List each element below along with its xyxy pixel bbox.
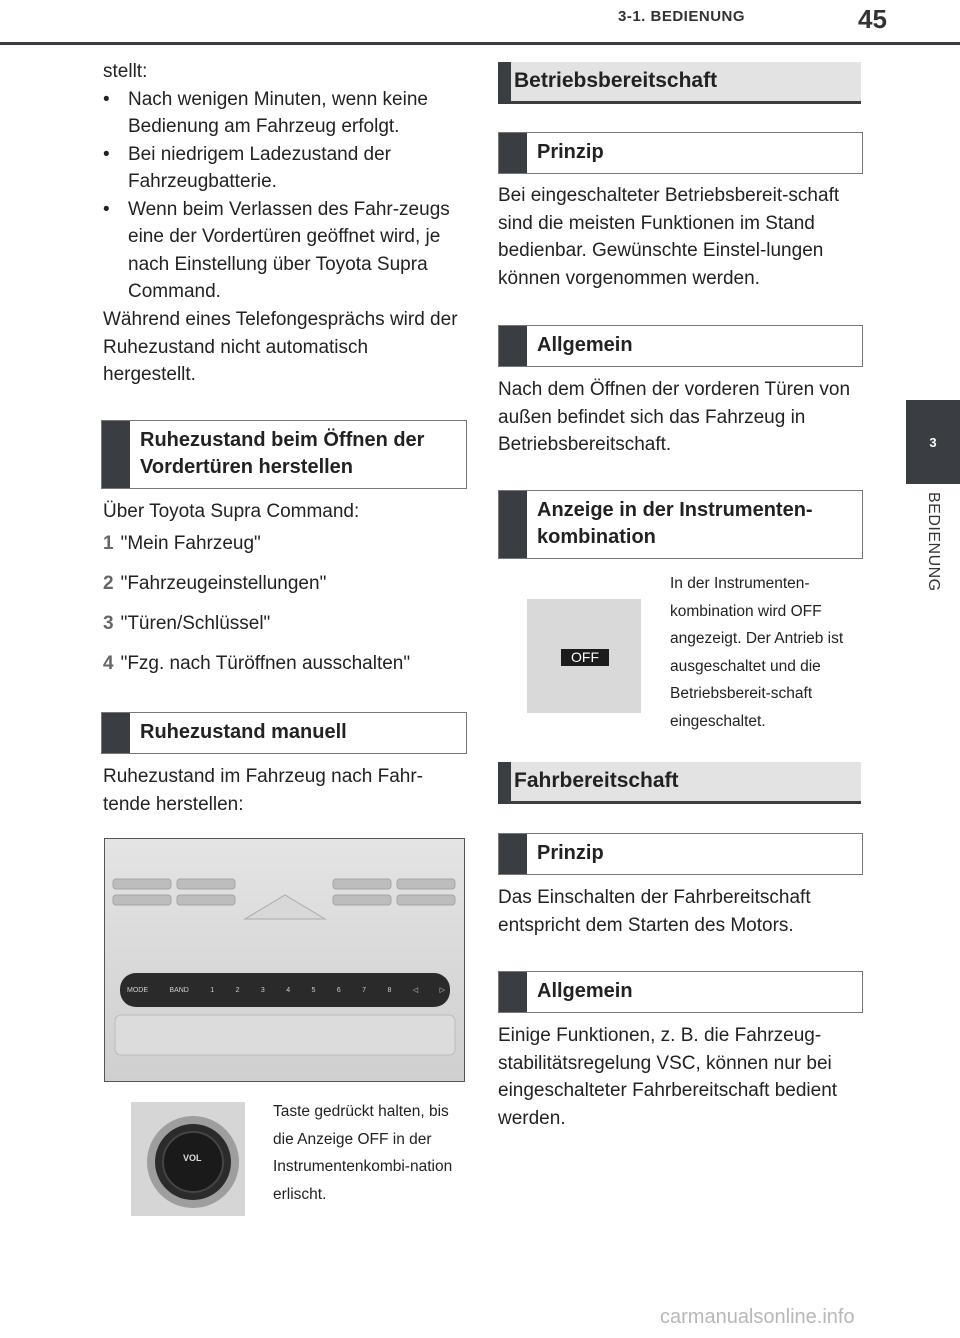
- step-text: "Türen/Schlüssel": [120, 613, 271, 634]
- vol-knob-label: VOL: [183, 1153, 202, 1163]
- bullet-list: [103, 86, 463, 306]
- bullet-item: • Wenn beim Verlassen des Fahr-zeugs eine der Vordertüren geöffnet wird, je nach Einstellung über Toyota Supra Command.: [103, 196, 463, 306]
- steps-list: [103, 530, 468, 690]
- heading-general-1: [498, 325, 863, 367]
- page-number: 45: [858, 4, 887, 34]
- section-title: 3-1. BEDIENUNG: [618, 8, 746, 25]
- preset-button[interactable]: 8: [387, 986, 392, 994]
- step-text: "Mein Fahrzeug": [120, 533, 261, 554]
- step-number: 3: [103, 613, 114, 634]
- heading-display: [498, 490, 863, 559]
- step-item: [103, 610, 468, 637]
- heading-principle-1: [498, 132, 863, 174]
- principle-2-text: Das Einschalten der Fahrbereitschaft entspricht dem Starten des Motors.: [498, 887, 811, 936]
- preset-button[interactable]: 2: [235, 986, 240, 994]
- heading-bar: [498, 762, 511, 801]
- heading-bar: [499, 834, 527, 874]
- preset-button[interactable]: 4: [286, 986, 291, 994]
- off-indicator: OFF: [561, 649, 609, 666]
- heading-bar: [102, 713, 130, 753]
- heading-bar: [498, 62, 511, 101]
- step-number: 4: [103, 653, 114, 674]
- heading-bar: [499, 133, 527, 173]
- heading-general-2: [498, 971, 863, 1013]
- radio-panel-image: [104, 838, 465, 1082]
- heading-display-label: Anzeige in der Instrumenten-kombination: [537, 499, 813, 548]
- heading-general-2-label: Allgemein: [537, 980, 633, 1002]
- via-text: Über Toyota Supra Command:: [103, 501, 360, 522]
- radio-mode-button[interactable]: MODE: [127, 986, 148, 994]
- heading-principle-1-label: Prinzip: [537, 141, 604, 163]
- step-number: 2: [103, 573, 114, 594]
- watermark: carmanualsonline.info: [660, 1306, 855, 1328]
- heading-general-1-label: Allgemein: [537, 334, 633, 356]
- seek-forward-icon[interactable]: ▷: [439, 987, 445, 994]
- heading-bar: [499, 972, 527, 1012]
- manual-text: Ruhezustand im Fahrzeug nach Fahr-tende herstellen:: [103, 766, 423, 815]
- step-number: 1: [103, 533, 114, 554]
- bullet-item: • Bei niedrigem Ladezustand der Fahrzeugbatterie.: [103, 141, 463, 196]
- step-item: [103, 650, 468, 677]
- heading-principle-2: [498, 833, 863, 875]
- heading-doors: [101, 420, 467, 489]
- preset-button[interactable]: 1: [210, 986, 215, 994]
- general-2-text: Einige Funktionen, z. B. die Fahrzeug-stabilitätsregelung VSC, können nur bei eingeschalteter Fahrbereitschaft bedient werden.: [498, 1025, 838, 1129]
- step-item: [103, 570, 468, 597]
- principle-1-text: Bei eingeschalteter Betriebsbereit-schaft sind die meisten Funktionen im Stand bedienbar. Gewünschte Einstel-lungen können vorgenommen werden.: [498, 185, 840, 289]
- heading-bar: [102, 421, 130, 488]
- step-text: "Fahrzeugeinstellungen": [120, 573, 327, 594]
- heading-drive-label: Fahrbereitschaft: [514, 769, 679, 792]
- preset-button[interactable]: 7: [362, 986, 367, 994]
- heading-manual: [101, 712, 467, 754]
- chapter-side-label: [906, 492, 960, 622]
- radio-band-button[interactable]: BAND: [169, 986, 189, 994]
- chapter-tab: 3: [906, 400, 960, 484]
- chapter-side-label-text: BEDIENUNG: [925, 492, 942, 592]
- preset-button[interactable]: 3: [260, 986, 265, 994]
- call-paragraph: Während eines Telefongesprächs wird der Ruhezustand nicht automatisch hergestellt.: [103, 309, 458, 385]
- heading-doors-label: Ruhezustand beim Öffnen der Vordertüren herstellen: [140, 429, 425, 478]
- bullet-item: • Nach wenigen Minuten, wenn keine Bedienung am Fahrzeug erfolgt.: [103, 86, 463, 141]
- preset-button[interactable]: 5: [311, 986, 316, 994]
- heading-ready-label: Betriebsbereitschaft: [514, 69, 718, 92]
- heading-manual-label: Ruhezustand manuell: [140, 721, 347, 743]
- knob-caption: Taste gedrückt halten, bis die Anzeige OFF in der Instrumentenkombi-nation erlischt.: [273, 1103, 453, 1203]
- off-display-image: [527, 599, 641, 713]
- preset-button[interactable]: 6: [336, 986, 341, 994]
- heading-bar: [499, 491, 527, 558]
- heading-ready: [498, 62, 861, 104]
- radio-button-row: [127, 982, 445, 998]
- heading-drive: [498, 762, 861, 804]
- step-item: [103, 530, 468, 557]
- general-1-text: Nach dem Öffnen der vorderen Türen von außen befindet sich das Fahrzeug in Betriebsbereitschaft.: [498, 379, 851, 455]
- left-intro-block: [103, 58, 463, 306]
- heading-bar: [499, 326, 527, 366]
- display-caption: In der Instrumenten-kombination wird OFF angezeigt. Der Antrieb ist ausgeschaltet und die Betriebsbereit-schaft eingeschaltet.: [670, 575, 844, 730]
- seek-back-icon[interactable]: ◁: [412, 987, 419, 994]
- intro-text: stellt:: [103, 61, 148, 82]
- header-rule: [0, 42, 960, 45]
- heading-principle-2-label: Prinzip: [537, 842, 604, 864]
- volume-knob-image: [131, 1102, 245, 1216]
- step-text: "Fzg. nach Türöffnen ausschalten": [120, 653, 411, 674]
- radio-panel-illustration: [105, 839, 464, 1081]
